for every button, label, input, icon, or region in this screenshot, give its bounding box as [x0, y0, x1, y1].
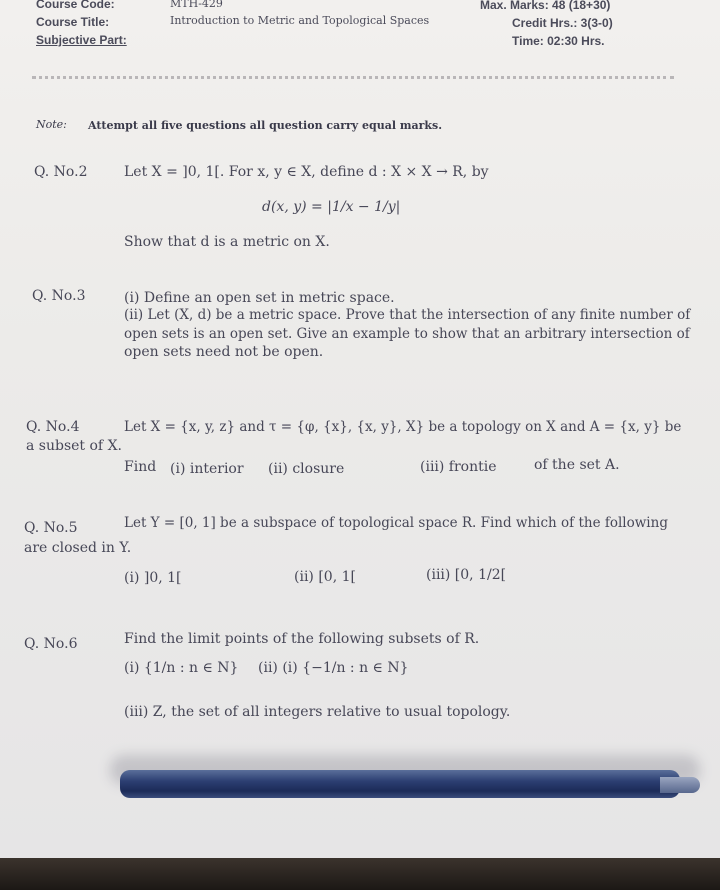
q4-label: Q. No.4 — [26, 419, 80, 435]
table-surface — [0, 858, 720, 890]
note-label: Note: — [36, 118, 67, 131]
q2-formula: d(x, y) = |1/x − 1/y| — [262, 199, 401, 215]
exam-time: Time: 02:30 Hrs. — [512, 34, 605, 48]
q5-statement: Let Y = [0, 1] be a subspace of topological space R. Find which of the following — [124, 515, 668, 531]
q4-statement-cont: a subset of X. — [26, 438, 122, 454]
note-text: Attempt all five questions all question carry equal marks. — [88, 119, 443, 132]
q3-part1: (i) Define an open set in metric space. — [124, 290, 395, 306]
course-code: MTH-429 — [170, 0, 223, 10]
q5-label: Q. No.5 — [24, 520, 78, 536]
pen-image — [120, 770, 680, 798]
q2-show: Show that d is a metric on X. — [124, 234, 330, 250]
q5-option-2: (ii) [0, 1[ — [294, 569, 356, 585]
q5-statement-cont: are closed in Y. — [24, 540, 132, 556]
q4-statement: Let X = {x, y, z} and τ = {φ, {x}, {x, y}, X} be a topology on X and A = {x, y} be — [124, 419, 682, 435]
q5-option-3: (iii) [0, 1/2[ — [426, 567, 507, 583]
q4-tail: of the set A. — [534, 457, 620, 473]
q6-option-3: (iii) Z, the set of all integers relative to usual topology. — [124, 704, 511, 720]
q4-option-3: (iii) frontie — [420, 459, 497, 475]
q5-option-1: (i) ]0, 1[ — [124, 570, 182, 586]
divider — [32, 76, 674, 79]
course-title-label: Course Title: — [36, 15, 110, 29]
q4-option-1: (i) interior — [170, 461, 244, 477]
q3-part2-cont: open sets is an open set. Give an example to show that an arbitrary intersection of — [124, 326, 690, 342]
q6-option-1: (i) {1/n : n ∈ N} — [124, 660, 239, 676]
course-title: Introduction to Metric and Topological Spaces — [170, 14, 430, 27]
q2-label: Q. No.2 — [34, 164, 88, 180]
max-marks: Max. Marks: 48 (18+30) — [480, 0, 611, 12]
q6-option-2: (ii) (i) {−1/n : n ∈ N} — [258, 660, 409, 676]
course-code-label: Course Code: — [36, 0, 115, 11]
q6-statement: Find the limit points of the following subsets of R. — [124, 631, 480, 647]
q3-label: Q. No.3 — [32, 288, 86, 304]
subjective-part: Subjective Part: — [36, 33, 127, 47]
q4-option-2: (ii) closure — [268, 461, 345, 477]
pen-tip-image — [660, 777, 700, 793]
q6-label: Q. No.6 — [24, 636, 78, 652]
q3-part2-end: open sets need not be open. — [124, 344, 324, 360]
q3-part2: (ii) Let (X, d) be a metric space. Prove that the intersection of any finite number of — [124, 307, 691, 323]
credit-hours: Credit Hrs.: 3(3-0) — [512, 16, 613, 30]
q2-statement: Let X = ]0, 1[. For x, y ∈ X, define d : X × X → R, by — [124, 164, 489, 180]
q4-find: Find — [124, 459, 157, 475]
